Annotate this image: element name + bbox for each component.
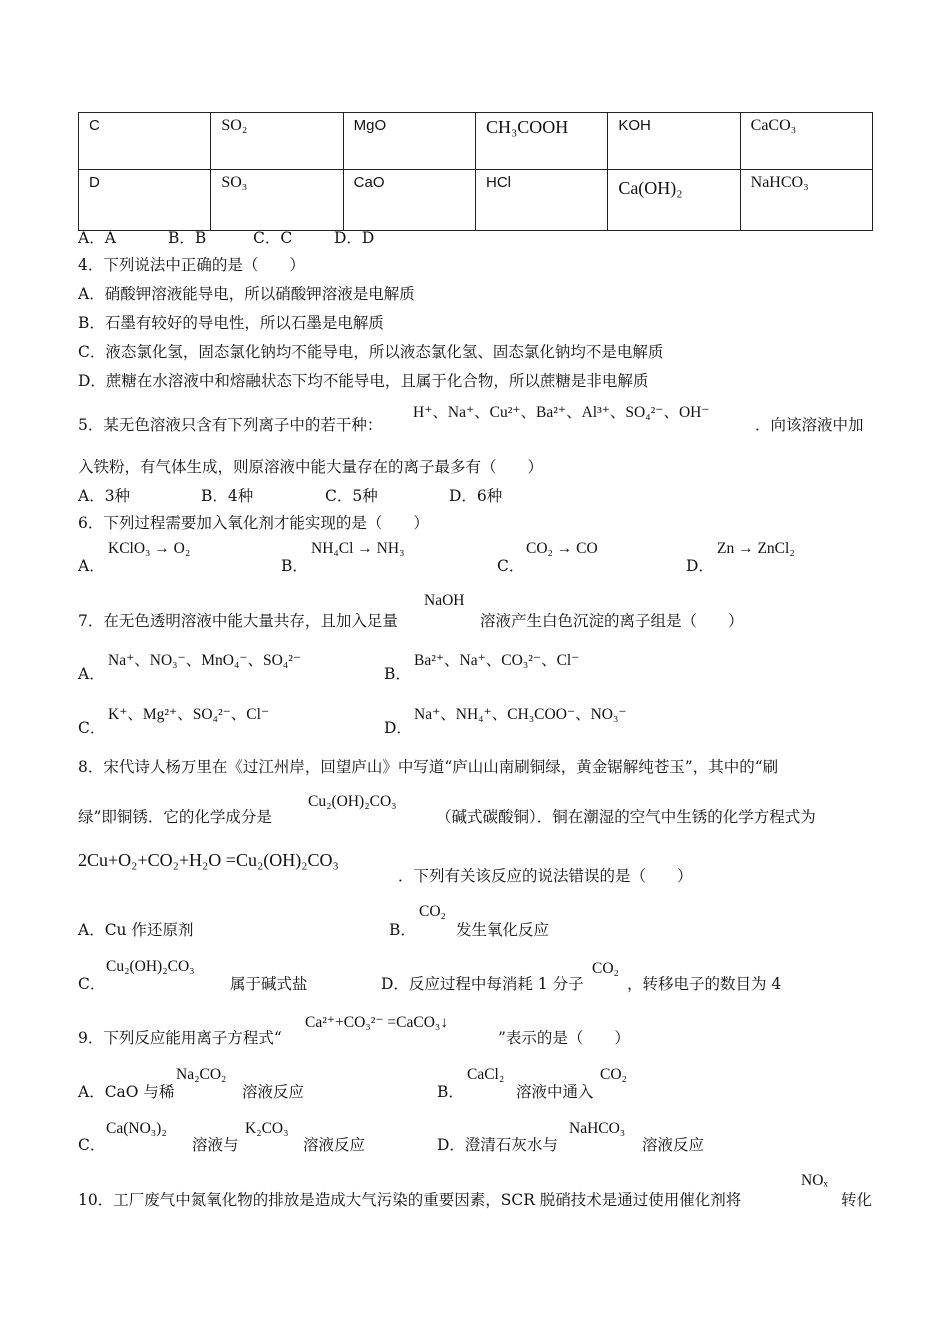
q8-option-a: A．Cu 作还原剂	[78, 921, 194, 939]
q9-formula-b2: CO₂	[600, 1066, 627, 1083]
q7-formula-c: K⁺、Mg²⁺、SO₄²⁻、Cl⁻	[108, 706, 270, 723]
q5-option-d: D．6种	[449, 487, 503, 505]
table-cell: Ca(OH)₂	[608, 170, 740, 231]
q9-formula-d: NaHCO₃	[569, 1120, 626, 1137]
q9-formula-b1: CaCl₂	[467, 1066, 505, 1083]
q8-letter-c: C．	[78, 975, 106, 993]
q6-formula-c: CO₂ → CO	[526, 540, 598, 557]
q9-option-d: D．澄清石灰水与	[437, 1136, 558, 1154]
q8-option-d: D．反应过程中每消耗 1 分子	[381, 975, 584, 993]
q9-equation: Ca²⁺+CO₃²⁻ =CaCO₃↓	[305, 1014, 449, 1031]
q7-letter-c: C．	[78, 719, 106, 737]
q9-letter-b: B．	[437, 1083, 464, 1101]
table-cell: NaHCO₃	[740, 170, 872, 231]
q7-letter-a: A．	[78, 665, 105, 683]
table-cell: SO₂	[211, 113, 343, 170]
q8-stem-line2: 绿”即铜锈．它的化学成分是	[78, 808, 272, 826]
table-row	[79, 170, 873, 231]
q7-stem-cont: 溶液产生白色沉淀的离子组是（ ）	[480, 612, 744, 630]
q7-formula-d: Na⁺、NH₄⁺、CH₃COO⁻、NO₃⁻	[414, 706, 627, 723]
q5-option-c: C．5种	[325, 487, 378, 505]
q8-formula-d: CO₂	[592, 960, 619, 977]
q8-option-b-text: 发生氧化反应	[456, 921, 550, 939]
table-cell: KOH	[608, 113, 740, 170]
q5-ions: H⁺、Na⁺、Cu²⁺、Ba²⁺、Al³⁺、SO₄²⁻、OH⁻	[413, 404, 710, 421]
q6-stem: 6．下列过程需要加入氧化剂才能实现的是（ ）	[78, 514, 429, 532]
q9-option-c-text1: 溶液与	[192, 1136, 239, 1154]
q9-formula-a: Na₂CO₂	[176, 1066, 227, 1083]
q5-stem: 5．某无色溶液只含有下列离子中的若干种：	[78, 416, 383, 434]
q8-option-d-cont: ，转移电子的数目为 4	[627, 975, 782, 993]
table-cell: CH₃COOH	[475, 113, 607, 170]
row-label: C	[79, 113, 211, 170]
table-cell: CaO	[343, 170, 475, 231]
table-cell: SO₃	[211, 170, 343, 231]
q9-formula-c2: K₂CO₃	[245, 1120, 289, 1137]
q7-formula-a: Na⁺、NO₃⁻、MnO₄⁻、SO₄²⁻	[108, 652, 302, 669]
q9-letter-c: C．	[78, 1136, 106, 1154]
q9-stem-cont: ”表示的是（ ）	[498, 1029, 630, 1047]
q4-stem: 4．下列说法中正确的是（ ）	[78, 256, 305, 274]
q7-naoh: NaOH	[424, 592, 465, 609]
q5-stem-cont: ．向该溶液中加	[755, 416, 864, 434]
q4-option-c: C．液态氯化氢，固态氯化钠均不能导电，所以液态氯化氢、固态氯化钠均不是电解质	[78, 343, 664, 361]
q6-letter-a: A．	[78, 557, 105, 575]
q7-letter-b: B．	[384, 665, 411, 683]
q7-formula-b: Ba²⁺、Na⁺、CO₃²⁻、Cl⁻	[414, 652, 580, 669]
q8-formula-b: CO₂	[419, 903, 446, 920]
q8-equation: 2Cu+O₂+CO₂+H₂O =Cu₂(OH)₂CO₃	[78, 850, 339, 870]
q7-stem: 7．在无色透明溶液中能大量共存，且加入足量	[78, 612, 398, 630]
q6-formula-a: KClO₃ → O₂	[108, 540, 191, 557]
table-cell: MgO	[343, 113, 475, 170]
q8-option-c-text: 属于碱式盐	[230, 975, 308, 993]
q9-option-b-text: 溶液中通入	[516, 1083, 594, 1101]
q8-stem-line3: ．下列有关该反应的说法错误的是（ ）	[398, 867, 693, 885]
q10-stem-cont: 转化	[841, 1191, 873, 1209]
q9-option-a-cont: 溶液反应	[242, 1083, 305, 1101]
q6-letter-c: C．	[497, 557, 525, 575]
q8-formula-c: Cu₂(OH)₂CO₃	[106, 958, 195, 975]
q6-formula-b: NH₄Cl → NH₃	[311, 540, 405, 557]
q5-option-b: B．4种	[201, 487, 254, 505]
q4-option-b: B．石墨有较好的导电性，所以石墨是电解质	[78, 314, 384, 332]
q8-formula-basic-copper: Cu₂(OH)₂CO₃	[308, 793, 397, 810]
q4-option-d: D．蔗糖在水溶液中和熔融状态下均不能导电，且属于化合物，所以蔗糖是非电解质	[78, 372, 649, 390]
q5-option-a: A．3种	[78, 487, 131, 505]
q6-formula-d: Zn → ZnCl₂	[717, 540, 795, 557]
q9-option-c-text2: 溶液反应	[303, 1136, 366, 1154]
q8-stem-line2-cont: （碱式碳酸铜）．铜在潮湿的空气中生锈的化学方程式为	[436, 808, 816, 826]
q10-nox: NOₓ	[801, 1172, 828, 1189]
q7-letter-d: D．	[384, 719, 412, 737]
q3-option-a: A．A	[78, 229, 116, 247]
q6-letter-d: D．	[686, 557, 714, 575]
row-label: D	[79, 170, 211, 231]
table-cell: HCl	[475, 170, 607, 231]
q5-stem-line2: 入铁粉，有气体生成，则原溶液中能大量存在的离子最多有（ ）	[78, 458, 544, 476]
q8-stem-line1: 8．宋代诗人杨万里在《过江州岸，回望庐山》中写道“庐山山南刷铜绿，黄金锯解纯苍玉”，其中的“刷	[78, 758, 779, 776]
q9-option-d-cont: 溶液反应	[642, 1136, 705, 1154]
q3-option-c: C．C	[253, 229, 293, 247]
table-cell: CaCO₃	[740, 113, 872, 170]
q9-formula-c1: Ca(NO₃)₂	[106, 1120, 167, 1137]
q3-option-d: D．D	[334, 229, 375, 247]
q3-option-b: B．B	[168, 229, 207, 247]
q6-letter-b: B．	[281, 557, 308, 575]
q10-stem: 10．工厂废气中氮氧化物的排放是造成大气污染的重要因素，SCR 脱硝技术是通过使用催化剂将	[78, 1191, 742, 1209]
q9-option-a: A．CaO 与稀	[78, 1083, 175, 1101]
q9-stem: 9．下列反应能用离子方程式“	[78, 1029, 282, 1047]
q8-letter-b: B．	[389, 921, 416, 939]
q4-option-a: A．硝酸钾溶液能导电，所以硝酸钾溶液是电解质	[78, 285, 415, 303]
options-table	[78, 112, 873, 231]
table-row	[79, 113, 873, 170]
